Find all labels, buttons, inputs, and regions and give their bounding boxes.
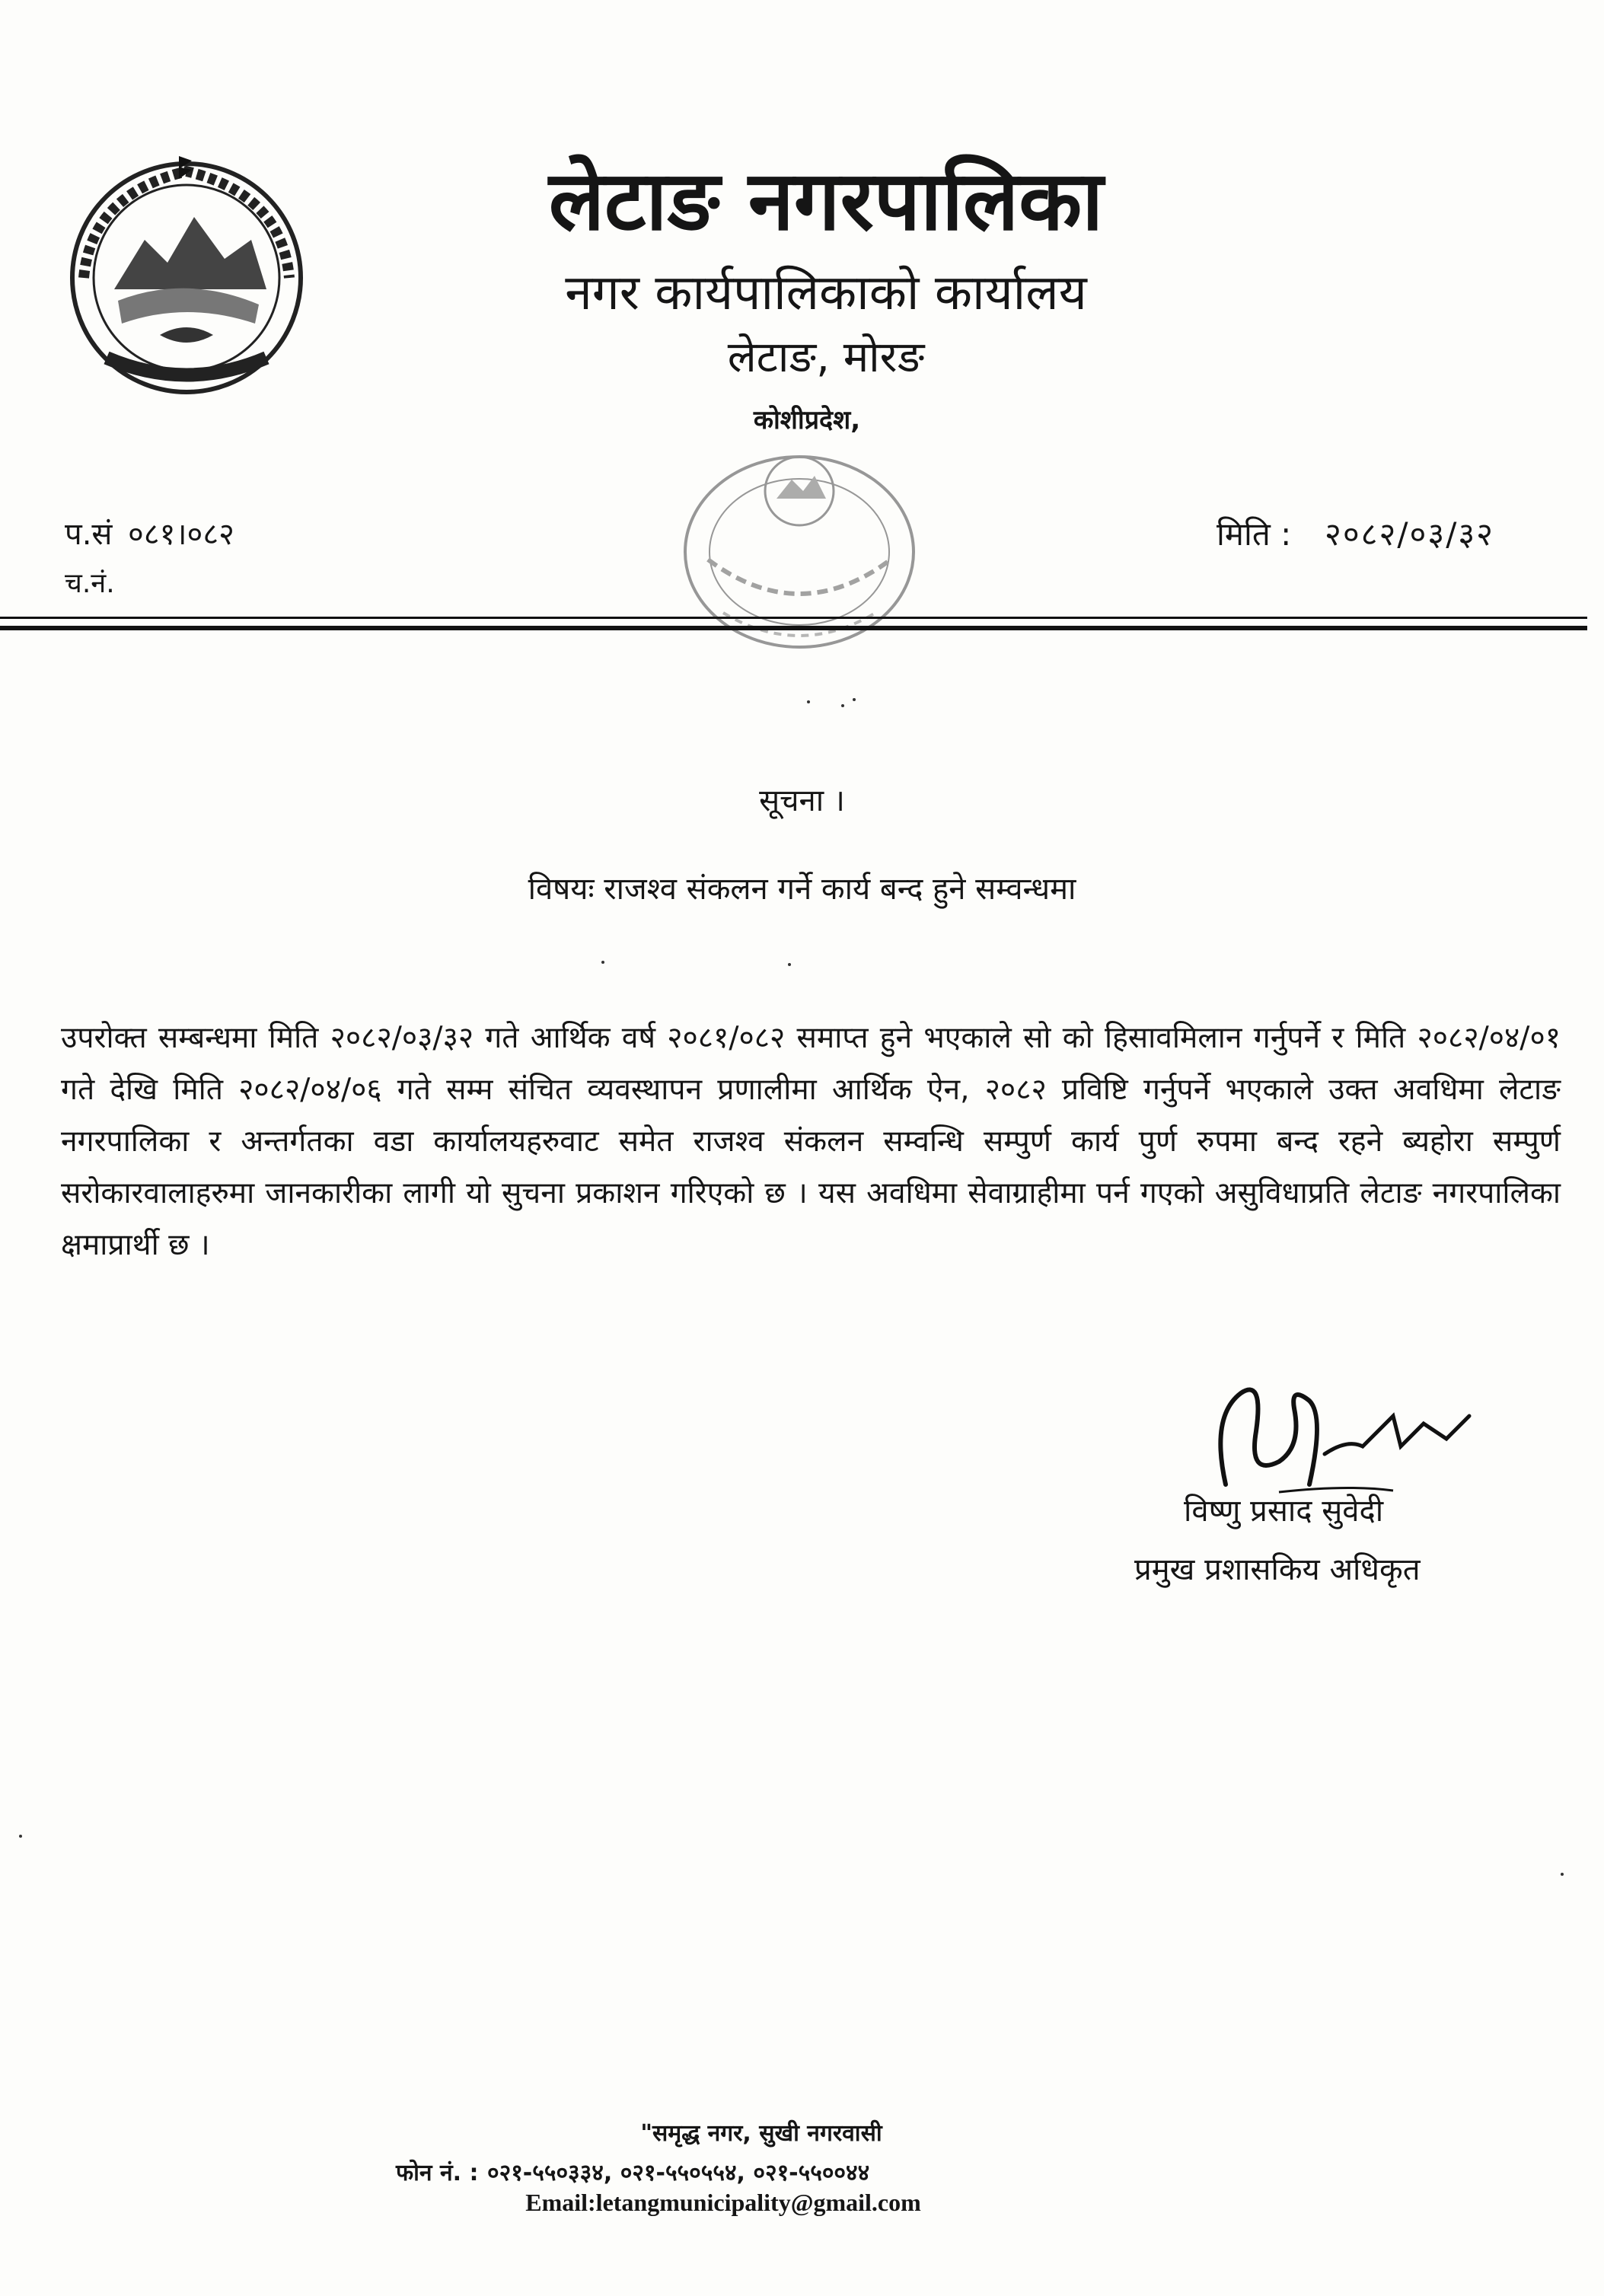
reference-number-value: ०८१।०८२ <box>128 517 234 552</box>
signatory-name: विष्णु प्रसाद सुवेदी <box>1184 1494 1384 1529</box>
header-divider-thick <box>0 626 1587 630</box>
paper-speck <box>788 963 791 966</box>
paper-speck <box>807 700 810 703</box>
notice-subject: विषयः राजश्व संकलन गर्ने कार्य बन्द हुने सम्वन्धमा <box>528 872 1076 907</box>
paper-speck <box>601 961 604 964</box>
office-name: नगर कार्यपालिकाको कार्यालय <box>565 265 1087 321</box>
paper-speck <box>853 698 856 701</box>
paper-speck <box>19 1835 22 1838</box>
office-round-stamp-icon <box>662 438 936 674</box>
office-location: लेटाङ, मोरङ <box>727 333 925 382</box>
notice-title: सूचना । <box>759 783 845 818</box>
notice-body: उपरोक्त सम्बन्धमा मिति २०८२/०३/३२ गते आर्थिक वर्ष २०८१/०८२ समाप्त हुने भएकाले सो को हिसावमिलान गर्नुपर्ने र मिति २०८२/०४/०१ गते देखि मिति २०८२/०४/०६ गते सम्म संचित व्यवस्थापन प्रणालीमा आर्थिक ऐन, २०८२ प्रविष्टि गर्नुपर्ने भएकाले उक्त अवधिमा लेटाङ नगरपालिका र अन्तर्गतका वडा कार्यालयहरुवाट समेत राजश्व संकलन सम्वन्धि सम्पुर्ण कार्य पुर्ण रुपमा बन्द रहने ब्यहोरा सम्पुर्ण सरोकारवालाहरुमा जानकारीका लागी यो सुचना प्रकाशन गरिएको छ । यस अवधिमा सेवाग्राहीमा पर्न गएको असुविधाप्रति लेटाङ नगरपालिका क्षमाप्रार्थी छ । <box>61 1021 1561 1262</box>
header-divider <box>0 617 1587 619</box>
paper-speck <box>841 704 844 707</box>
handwritten-signature-icon <box>1195 1370 1484 1500</box>
footer-slogan: "समृद्ध नगर, सुखी नगरवासी <box>640 2120 882 2147</box>
signatory-title: प्रमुख प्रशासकिय अधिकृत <box>1134 1552 1421 1587</box>
footer-phone-value: ०२१-५५०३३४, ०२१-५५०५५४, ०२१-५५००४४ <box>487 2160 870 2186</box>
org-name: लेटाङ नगरपालिका <box>548 154 1104 249</box>
paper-speck <box>1561 1873 1564 1876</box>
footer-phone-label: फोन नं. : <box>396 2160 479 2186</box>
reference-number-label: प.सं <box>65 517 113 552</box>
date-value: २०८२/०३/३२ <box>1325 515 1495 553</box>
province: कोशीप्रदेश, <box>753 405 861 435</box>
footer-email[interactable]: Email:letangmunicipality@gmail.com <box>525 2189 921 2216</box>
dispatch-number-label: च.नं. <box>65 568 115 599</box>
nepal-government-emblem-icon <box>61 148 312 400</box>
date-label: मिति : <box>1217 515 1292 553</box>
